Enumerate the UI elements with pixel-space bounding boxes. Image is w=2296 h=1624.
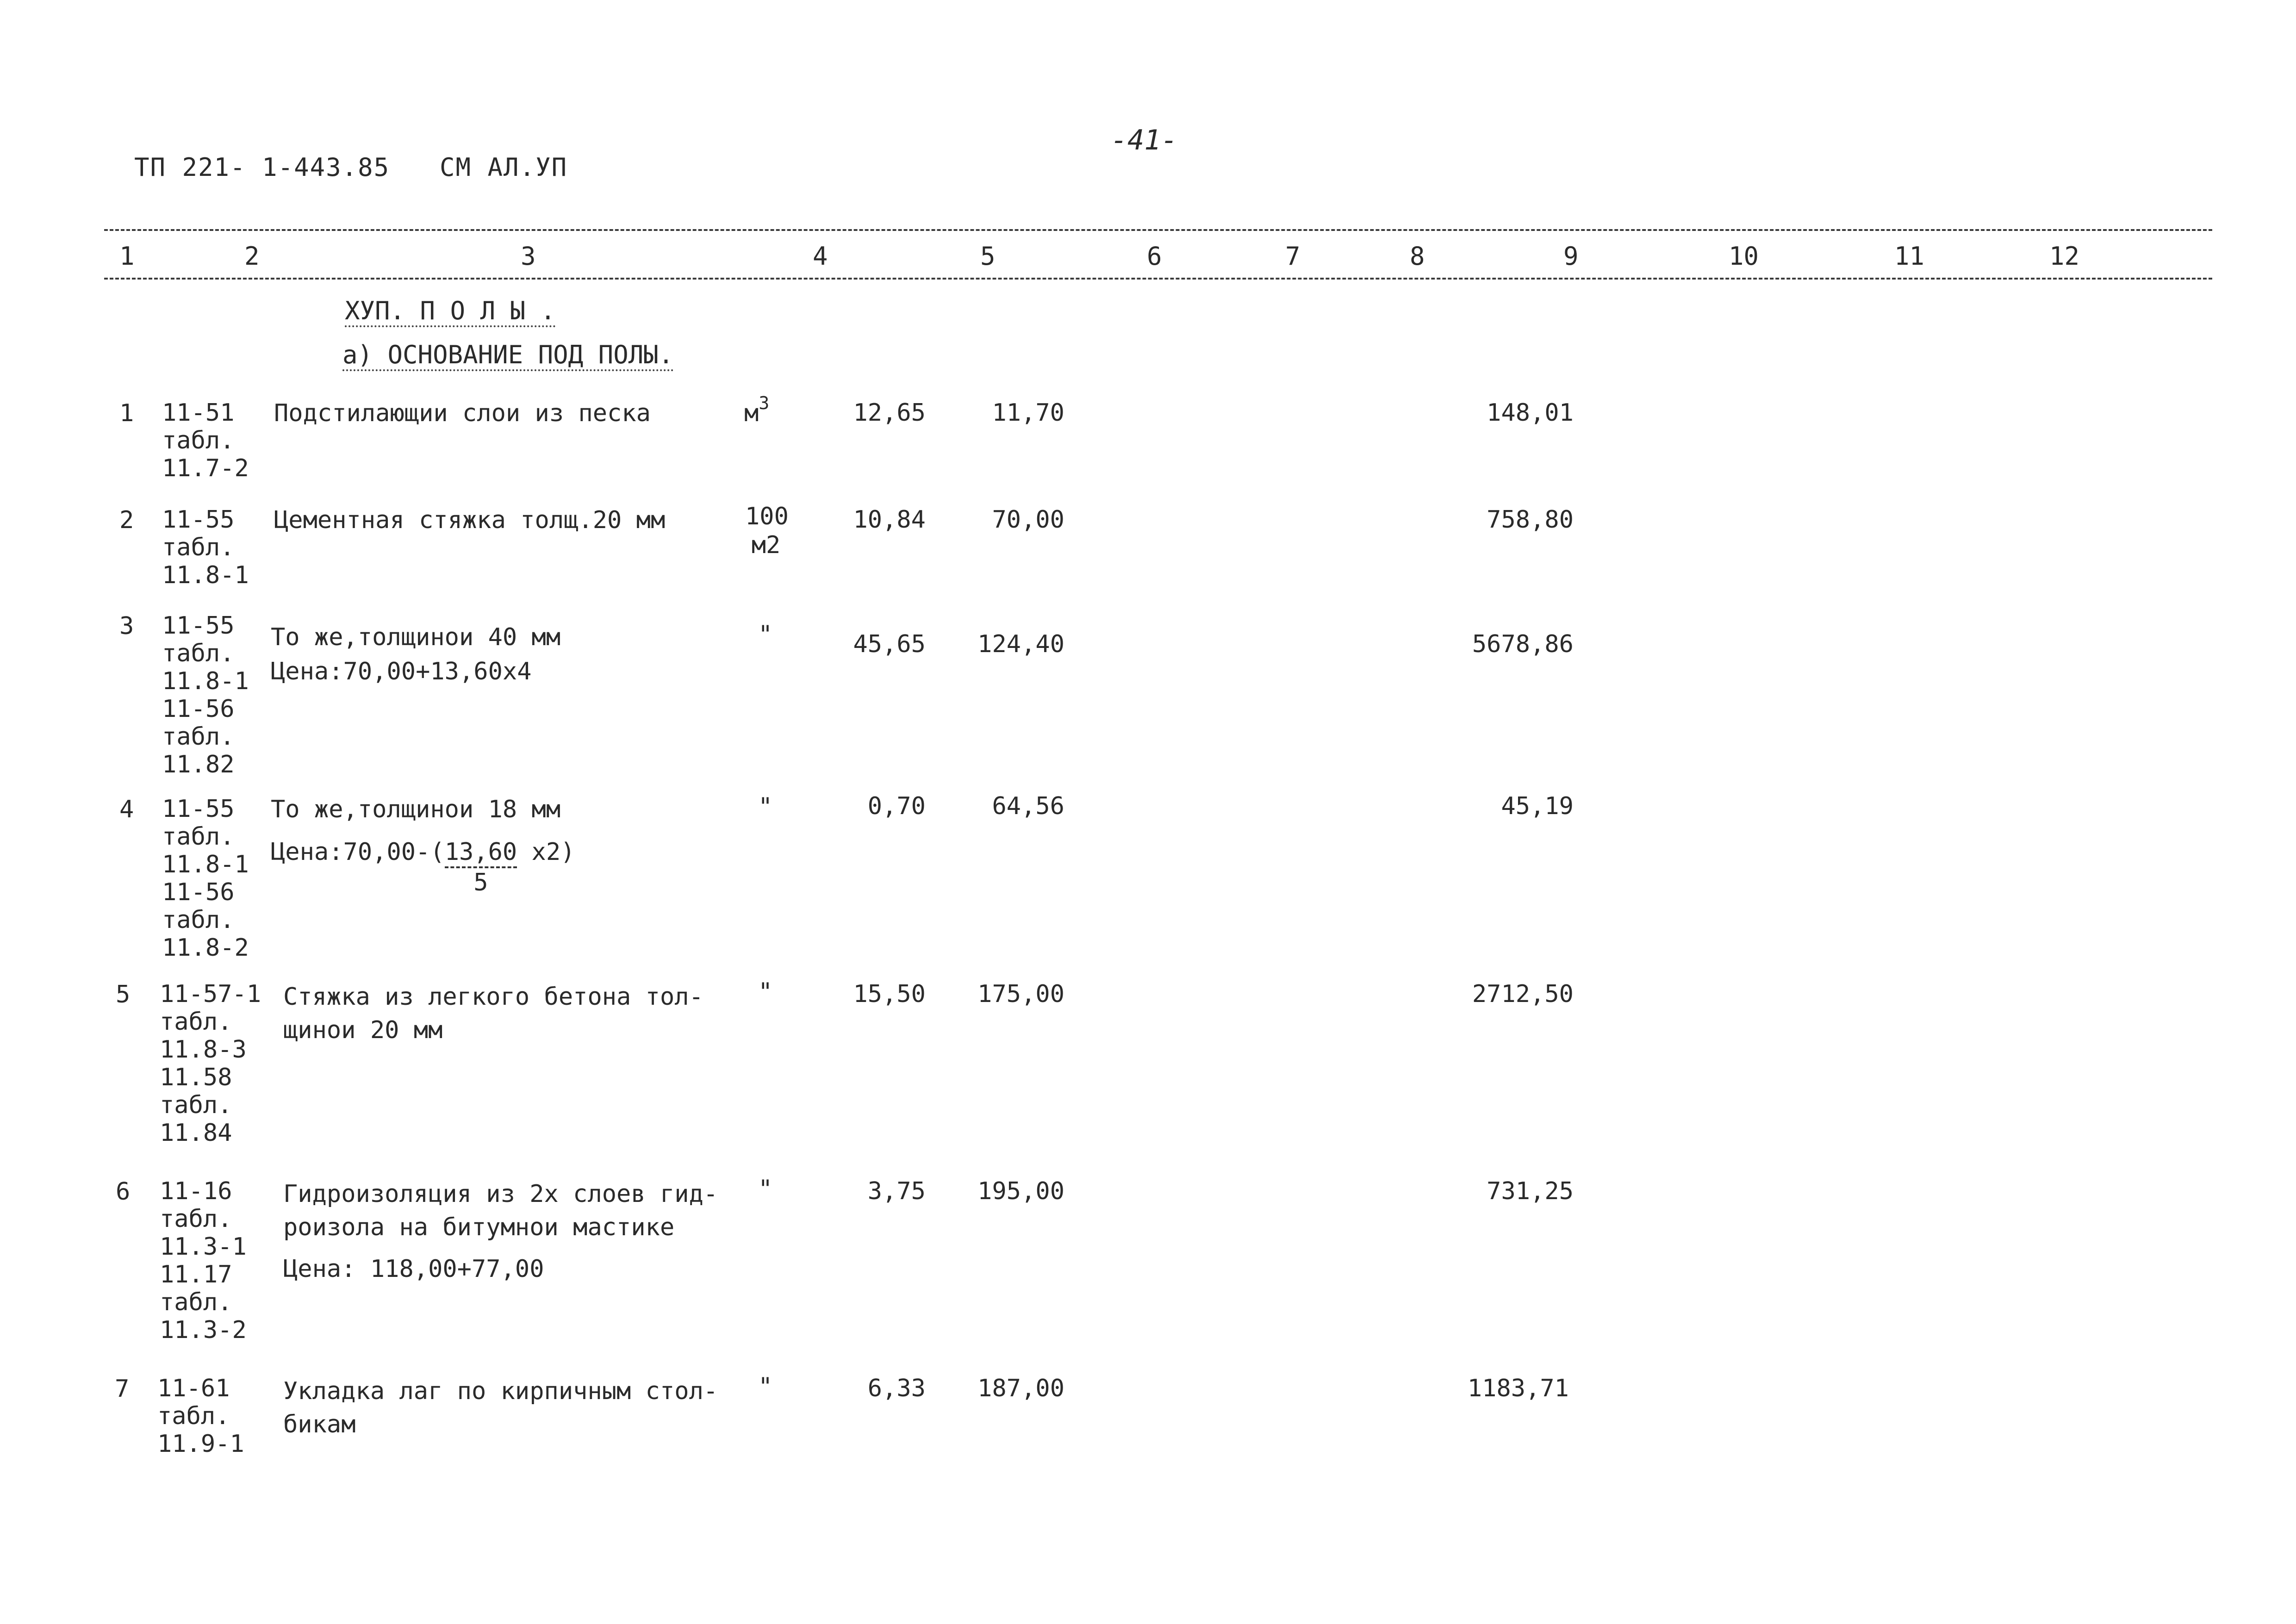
work-description <box>274 399 651 428</box>
code-line: 11.84 <box>160 1119 232 1147</box>
unit-text: м <box>744 399 759 427</box>
header-rule-top <box>104 229 2212 231</box>
unit-price: 11,70 <box>992 399 1064 427</box>
code-line: 11-61 <box>157 1375 230 1402</box>
code-line: 11.8-2 <box>162 934 249 962</box>
code-line: 11.8-1 <box>162 561 249 589</box>
description-line: Укладка лаг по кирпичным стол- <box>283 1377 718 1405</box>
column-number-2: 2 <box>244 242 260 271</box>
fraction-denominator: 5 <box>473 869 488 896</box>
norm-codes <box>160 1177 247 1344</box>
row-number: 3 <box>119 612 134 640</box>
column-number-7: 7 <box>1285 242 1300 271</box>
code-line: табл. <box>160 1008 232 1036</box>
code-line: 11-55 <box>162 506 235 534</box>
work-description <box>274 506 665 535</box>
ditto-mark: " <box>758 978 773 1006</box>
code-line: табл. <box>162 723 235 751</box>
work-description <box>283 980 703 1047</box>
document-section: СМ АЛ.УП <box>440 153 568 182</box>
code-line: табл. <box>162 823 235 851</box>
work-description <box>271 795 560 824</box>
ditto-mark: " <box>758 621 773 648</box>
page-number: -41- <box>1111 124 1178 156</box>
quantity: 15,50 <box>853 980 926 1008</box>
formula-fraction <box>445 838 517 897</box>
norm-codes <box>162 506 249 589</box>
norm-codes <box>160 980 261 1147</box>
document-code: ТП 221- 1-443.85 <box>134 153 390 182</box>
norm-codes <box>162 795 249 962</box>
norm-codes <box>157 1375 244 1458</box>
description-line: роизола на битумнои мастике <box>283 1213 675 1241</box>
work-description <box>283 1375 718 1441</box>
row-number: 1 <box>119 399 134 427</box>
code-line: 11.82 <box>162 751 235 778</box>
work-description <box>283 1177 718 1286</box>
unit-price: 124,40 <box>977 630 1064 658</box>
column-number-5: 5 <box>980 242 996 271</box>
code-line: табл. <box>162 534 235 561</box>
quantity: 45,65 <box>853 630 926 658</box>
description-line: То же,толщинои 18 мм <box>271 796 561 823</box>
price-formula: Цена: 118,00+77,00 <box>283 1255 544 1283</box>
code-line: 11-51 <box>162 399 235 427</box>
row-number: 4 <box>119 796 134 823</box>
ditto-mark: " <box>758 1175 773 1203</box>
code-line: табл. <box>160 1091 232 1119</box>
section-subtitle <box>342 340 673 369</box>
column-number-3: 3 <box>521 242 536 271</box>
unit-price: 64,56 <box>992 792 1064 820</box>
total-cost: 45,19 <box>1501 792 1574 820</box>
column-number-12: 12 <box>2049 242 2080 271</box>
code-line: 11.9-1 <box>157 1430 244 1458</box>
code-line: табл. <box>160 1205 232 1233</box>
quantity: 6,33 <box>867 1375 926 1402</box>
price-formula <box>271 838 575 897</box>
quantity: 0,70 <box>867 792 926 820</box>
code-line: 11.8-3 <box>160 1036 247 1064</box>
code-line: 11.17 <box>160 1261 232 1288</box>
ditto-mark: " <box>758 793 773 821</box>
code-line: 11.3-2 <box>160 1316 247 1344</box>
norm-codes <box>162 612 249 778</box>
code-line: 11.8-1 <box>162 851 249 878</box>
unit-text: 100 <box>745 503 789 530</box>
unit <box>745 502 787 560</box>
code-line: 11-16 <box>160 1177 232 1205</box>
quantity: 3,75 <box>867 1177 926 1205</box>
formula-suffix: х2) <box>517 838 575 866</box>
unit-price: 70,00 <box>992 506 1064 534</box>
total-cost: 148,01 <box>1487 399 1574 427</box>
formula-prefix: Цена:70,00-( <box>271 838 445 866</box>
unit-price: 187,00 <box>977 1375 1064 1402</box>
total-cost: 731,25 <box>1487 1177 1574 1205</box>
column-number-11: 11 <box>1894 242 1925 271</box>
norm-codes <box>162 399 249 482</box>
code-line: 11.3-1 <box>160 1233 247 1261</box>
column-number-8: 8 <box>1410 242 1425 271</box>
column-number-1: 1 <box>119 242 135 271</box>
unit <box>744 393 770 429</box>
row-number: 2 <box>119 506 134 534</box>
code-line: 11-56 <box>162 878 235 906</box>
column-number-9: 9 <box>1563 242 1579 271</box>
total-cost: 2712,50 <box>1472 980 1574 1008</box>
row-number: 5 <box>116 981 131 1008</box>
column-number-10: 10 <box>1729 242 1759 271</box>
description-line: Гидроизоляция из 2х слоев гид- <box>283 1180 718 1208</box>
price-formula: Цена:70,00+13,60х4 <box>271 658 532 685</box>
total-cost: 758,80 <box>1487 506 1574 534</box>
code-line: 11-55 <box>162 795 235 823</box>
row-number: 7 <box>115 1375 130 1403</box>
ditto-mark: " <box>758 1373 773 1400</box>
column-number-4: 4 <box>813 242 828 271</box>
code-line: 11.58 <box>160 1064 232 1091</box>
unit-price: 175,00 <box>977 980 1064 1008</box>
work-description <box>271 620 560 689</box>
unit-text: м2 <box>751 531 781 559</box>
section-subtitle-text: а) ОСНОВАНИЕ ПОД ПОЛЫ. <box>342 340 673 371</box>
total-cost: 1183,71 <box>1467 1375 1569 1402</box>
description-line: щинои 20 мм <box>283 1016 443 1044</box>
description-line: Подстилающии слои из песка <box>274 399 651 427</box>
code-line: табл. <box>162 640 235 667</box>
quantity: 10,84 <box>853 506 926 534</box>
section-title-text: ХУП. П О Л Ы . <box>345 296 555 327</box>
description-line: бикам <box>283 1411 356 1438</box>
code-line: 11.7-2 <box>162 454 249 482</box>
description-line: Стяжка из легкого бетона тол- <box>283 983 703 1011</box>
code-line: 11.8-1 <box>162 667 249 695</box>
code-line: 11-56 <box>162 695 235 723</box>
code-line: табл. <box>157 1402 230 1430</box>
row-number: 6 <box>116 1178 131 1206</box>
code-line: табл. <box>160 1288 232 1316</box>
fraction-numerator: 13,60 <box>445 838 517 868</box>
code-line: табл. <box>162 427 235 454</box>
total-cost: 5678,86 <box>1472 630 1574 658</box>
code-line: 11-55 <box>162 612 235 640</box>
description-line: Цементная стяжка толщ.20 мм <box>274 506 666 534</box>
code-line: табл. <box>162 906 235 934</box>
unit-price: 195,00 <box>977 1177 1064 1205</box>
quantity: 12,65 <box>853 399 926 427</box>
column-number-6: 6 <box>1147 242 1162 271</box>
unit-superscript: 3 <box>759 393 770 413</box>
header-rule-bottom <box>104 278 2212 280</box>
description-line: То же,толщинои 40 мм <box>271 623 561 651</box>
section-title <box>345 296 555 325</box>
code-line: 11-57-1 <box>160 980 261 1008</box>
